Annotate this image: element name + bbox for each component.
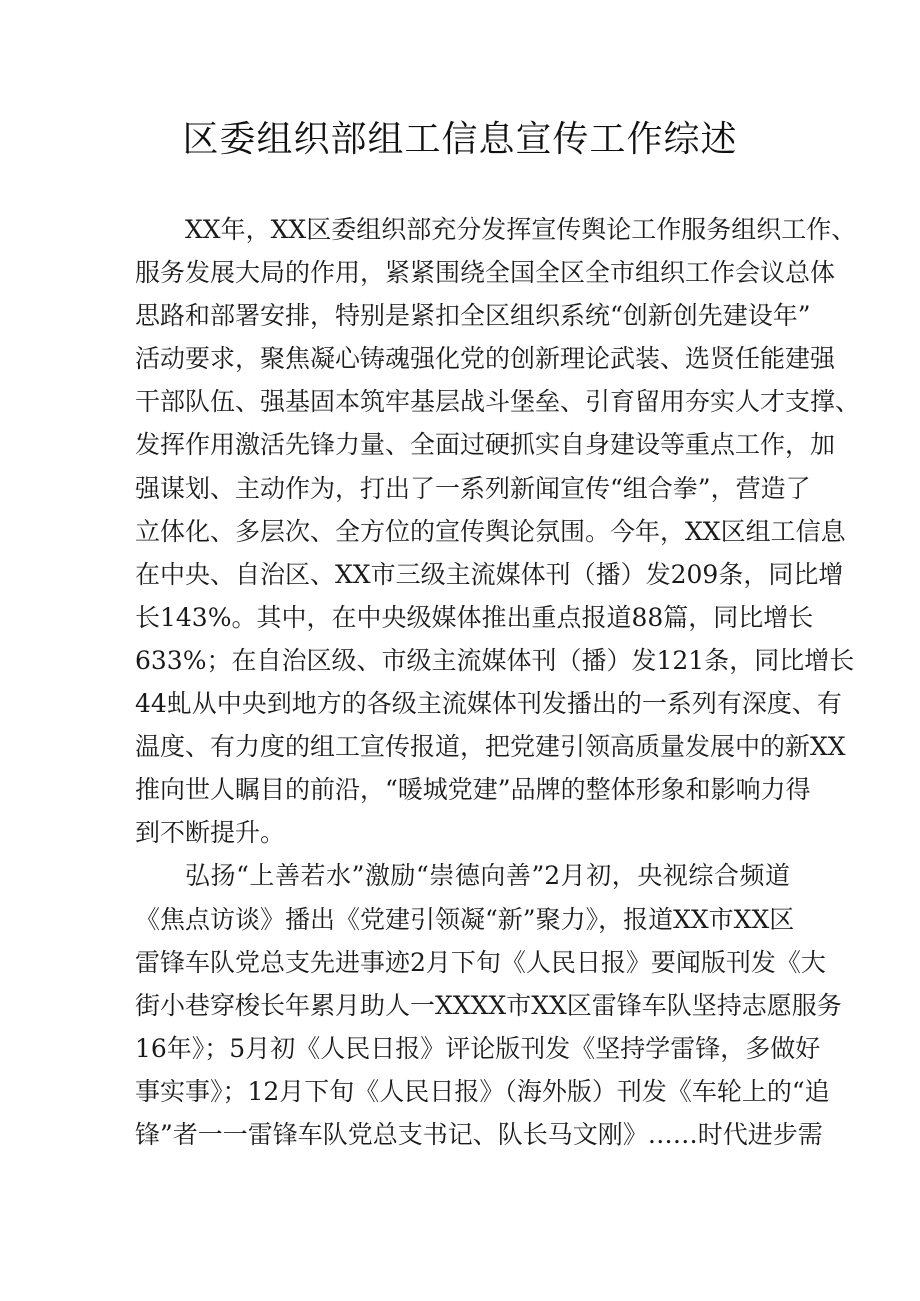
text-line: 到不断提升。 xyxy=(135,818,286,848)
paragraph-2 xyxy=(135,854,842,1156)
text-line: 雷锋车队党总支先进事迹2月下旬《人民日报》要闻版刊发《大 xyxy=(135,947,826,977)
text-line: 44虬从中央到地方的各级主流媒体刊发播出的一系列有深度、有 xyxy=(135,689,842,719)
text-line: 干部队伍、强基固本筑牢基层战斗堡垒、引育留用夯实人才支撑、 xyxy=(135,387,861,417)
text-line: 推向世人瞩目的前沿，“暖城党建”品牌的整体形象和影响力得 xyxy=(135,775,811,805)
text-line: 锋”者一一雷锋车队党总支书记、队长马文刚》……时代进步需 xyxy=(135,1119,823,1149)
text-line: 思路和部署安排，特别是紧扣全区组织系统“创新创先建设年” xyxy=(135,301,811,331)
text-line: 街小巷穿梭长年累月助人一XXXX市XX区雷锋车队坚持志愿服务 xyxy=(135,990,842,1020)
document-body xyxy=(135,208,861,1156)
paragraph-1 xyxy=(135,208,861,854)
text-line: 立体化、多层次、全方位的宣传舆论氛围。今年，XX区组工信息 xyxy=(135,516,846,546)
text-line: 强谋划、主动作为，打出了一系列新闻宣传“组合拳”，营造了 xyxy=(135,473,811,503)
text-line: 《焦点访谈》播出《党建引领凝“新”聚力》，报道XX市XX区 xyxy=(135,904,795,934)
text-line: 在中央、自治区、XX市三级主流媒体刊（播）发209条，同比增 xyxy=(135,559,844,589)
document-title: 区委组织部组工信息宣传工作综述 xyxy=(182,119,738,160)
text-line: 事实事》；12月下旬《人民日报》（海外版）刊发《车轮上的“追 xyxy=(135,1076,830,1106)
text-line: 活动要求，聚焦凝心铸魂强化党的创新理论武装、选贤任能建强 xyxy=(135,344,836,374)
text-line: 长143%。其中，在中央级媒体推出重点报道88篇，同比增长 xyxy=(135,602,814,632)
text-line: 服务发展大局的作用，紧紧围绕全国全区全市组织工作会议总体 xyxy=(135,258,836,288)
text-line: 温度、有力度的组工宣传报道，把党建引领高质量发展中的新XX xyxy=(135,732,846,762)
text-line: 16年》；5月初《人民日报》评论版刊发《坚持学雷锋，多做好 xyxy=(135,1033,821,1063)
text-line: 弘扬“上善若水”激励“崇德向善”2月初，央视综合频道 xyxy=(185,861,790,891)
text-line: 发挥作用激活先锋力量、全面过硬抓实自身建设等重点工作，加 xyxy=(135,430,836,460)
text-line: 633%；在自治区级、市级主流媒体刊（播）发121条，同比增长 xyxy=(135,645,855,675)
text-line: XX年，XX区委组织部充分发挥宣传舆论工作服务组织工作、 xyxy=(185,215,857,244)
